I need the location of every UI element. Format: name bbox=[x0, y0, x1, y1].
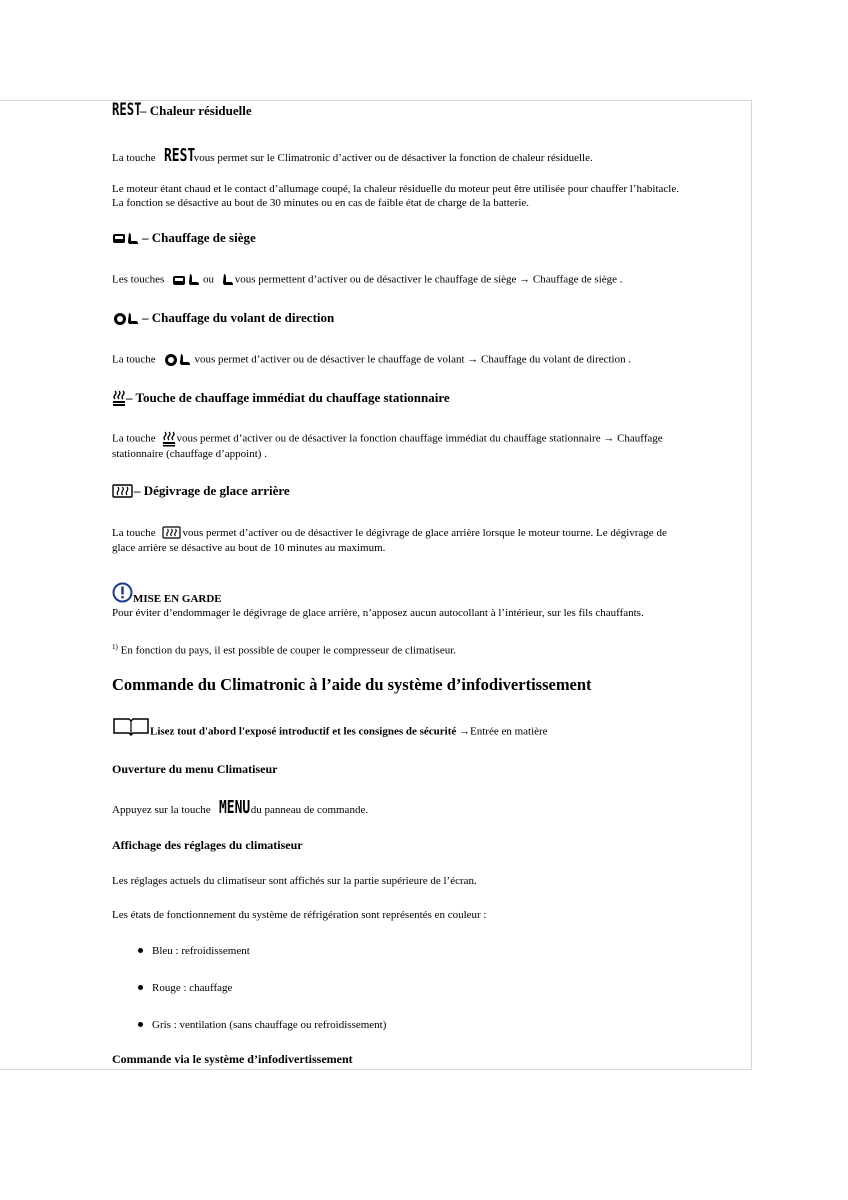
menu-icon: MENU bbox=[219, 797, 251, 818]
warning-icon bbox=[112, 582, 133, 603]
rest-icon: REST bbox=[112, 100, 142, 120]
bullet-marker bbox=[138, 985, 143, 990]
list-item: Bleu : refroidissement bbox=[152, 945, 250, 957]
warning-title: MISE EN GARDE bbox=[133, 593, 222, 606]
bullet-marker bbox=[138, 948, 143, 953]
control-title: Commande via le système d’infodivertissement bbox=[112, 1052, 353, 1066]
steering-wheel-heating-icon bbox=[162, 352, 194, 368]
display-title: Affichage des réglages du climatiseur bbox=[112, 838, 303, 852]
display-paragraph-2: Les états de fonctionnement du système de réfrigération sont représentés en couleur : bbox=[112, 909, 487, 921]
steering-heating-paragraph: La touche vous permet d’activer ou de désactiver le chauffage de volant → Chauffage du volant de direction . bbox=[112, 352, 631, 368]
intro-link[interactable]: →Entrée en matière bbox=[459, 725, 548, 738]
seat-heating-paragraph: Les touches ou vous permettent d’activer ou de désactiver le chauffage de siège → Chauffage de siège . bbox=[112, 272, 623, 288]
rest-heading: REST– Chaleur résiduelle bbox=[112, 100, 252, 120]
warning-text: Pour éviter d’endommager le dégivrage de glace arrière, n’apposez aucun autocollant à l’intérieur, sur les fils chauffants. bbox=[112, 607, 644, 619]
parking-heater-icon bbox=[162, 431, 176, 447]
list-item: Gris : ventilation (sans chauffage ou refroidissement) bbox=[152, 1019, 387, 1031]
seat-heating-icon bbox=[171, 272, 203, 288]
steering-heating-heading: – Chauffage du volant de direction bbox=[112, 310, 334, 327]
rear-defrost-paragraph: La touche vous permet d’activer ou de désactiver le dégivrage de glace arrière lorsque le moteur tourne. Le dégivrage de glace arrière se désactive au bout de 10 minutes au maximum. bbox=[112, 527, 667, 554]
parking-heater-heading: – Touche de chauffage immédiat du chauffage stationnaire bbox=[112, 390, 450, 408]
menu-title: Ouverture du menu Climatiseur bbox=[112, 762, 278, 776]
rest-paragraph-2: Le moteur étant chaud et le contact d’allumage coupé, la chaleur résiduelle du moteur peut être utilisée pour chauffer l’habitacle. La fonction se désactive au bout de 30 minutes ou en cas de faible état de charge de la batterie. bbox=[112, 183, 679, 209]
rear-defrost-icon bbox=[112, 484, 134, 500]
menu-paragraph: Appuyez sur la touche MENUdu panneau de commande. bbox=[112, 797, 369, 818]
seat-heating-passenger-icon bbox=[221, 272, 235, 288]
parking-heater-paragraph: La touche vous permet d’activer ou de désactiver la fonction chauffage immédiat du chauffage stationnaire → Chauffage stationnaire (chauffage d’appoint) . bbox=[112, 432, 663, 460]
rear-defrost-heading: – Dégivrage de glace arrière bbox=[112, 483, 290, 500]
list-item: Rouge : chauffage bbox=[152, 982, 233, 994]
rest-paragraph-1: La touche RESTvous permet sur le Climatronic d’activer ou de désactiver la fonction de chaleur résiduelle. bbox=[112, 145, 593, 166]
footnote: $^{1)}$ En fonction du pays, il est possible de couper le compresseur de climatiseur. bbox=[112, 643, 457, 657]
parking-heater-icon bbox=[112, 390, 126, 408]
rest-icon: REST bbox=[164, 145, 196, 166]
display-paragraph-1: Les réglages actuels du climatiseur sont affichés sur la partie supérieure de l’écran. bbox=[112, 875, 477, 887]
book-icon bbox=[112, 716, 150, 736]
steering-wheel-heating-icon bbox=[112, 311, 142, 327]
seat-heating-icon bbox=[112, 231, 142, 247]
infotainment-heading: Commande du Climatronic à l’aide du système d’infodivertissement bbox=[112, 675, 592, 694]
intro-line bbox=[112, 716, 548, 738]
warning-box bbox=[112, 582, 222, 605]
bullet-marker bbox=[138, 1022, 143, 1027]
seat-heating-heading: – Chauffage de siège bbox=[112, 230, 256, 247]
rear-defrost-icon bbox=[162, 526, 182, 541]
intro-bold-text: Lisez tout d'abord l'exposé introductif et les consignes de sécurité bbox=[150, 725, 457, 738]
